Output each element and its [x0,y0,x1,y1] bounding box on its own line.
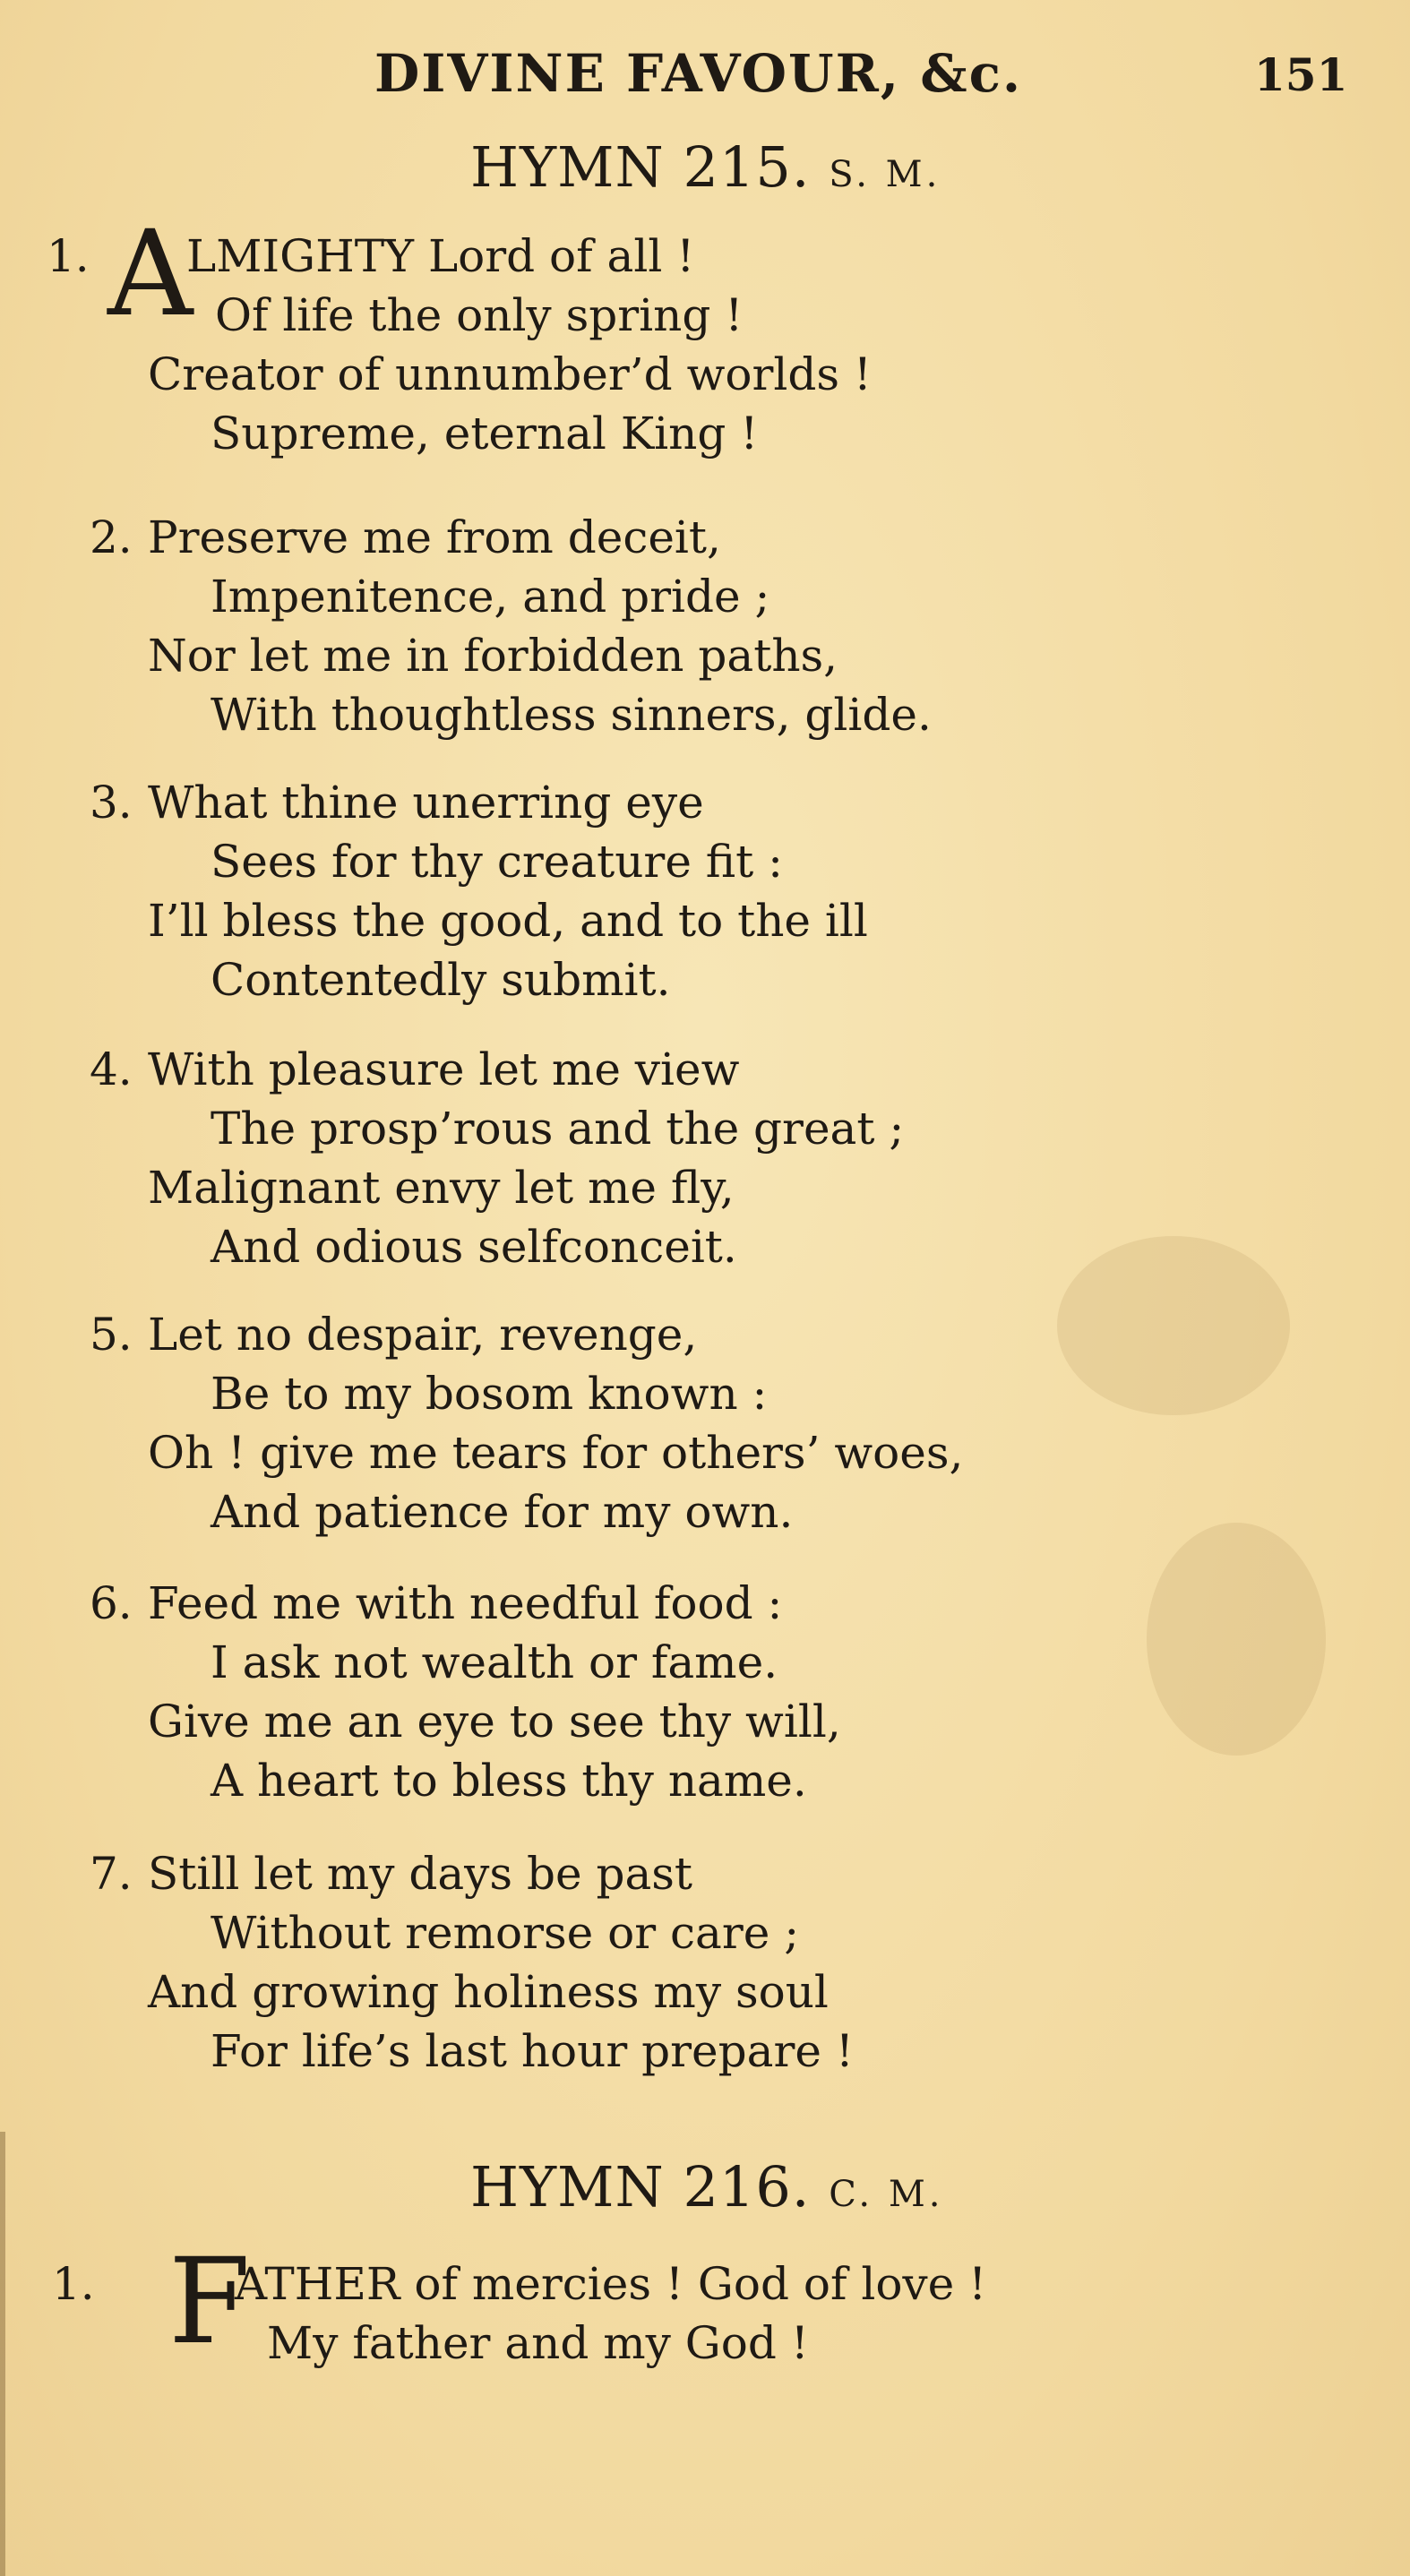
verse-line: Contentedly submit. [211,954,671,1006]
verse-line: LMIGHTY Lord of all ! [186,230,695,282]
verse-number: 3. [90,777,133,829]
verse-line: And odious selfconceit. [211,1221,737,1273]
paper-stain [1057,1236,1290,1415]
verse-line: Let no despair, revenge, [148,1309,698,1361]
verse-line: Nor let me in forbidden paths, [148,630,838,682]
verse-number: 6. [90,1577,133,1629]
verse-line: Impenitence, and pride ; [211,571,770,623]
verse-line: Sees for thy creature fit : [211,836,783,888]
verse-line: For life’s last hour prepare ! [211,2025,854,2077]
verse-line: Of life the only spring ! [215,289,744,341]
running-head [0,43,1410,115]
verse-line: Oh ! give me tears for others’ woes, [148,1427,964,1479]
page-number: 151 [1254,48,1348,101]
hymn-meter: S. M. [829,154,941,195]
drop-cap: A [107,205,193,343]
verse-line: Creator of unnumber’d worlds ! [148,348,873,400]
verse-line: My father and my God ! [267,2317,809,2369]
verse-line: The prosp’rous and the great ; [211,1103,905,1155]
verse-line: Give me an eye to see thy will, [148,1696,841,1747]
verse-line: I ask not wealth or fame. [211,1636,778,1688]
verse-line: Without remorse or care ; [211,1907,800,1959]
verse-line: A heart to bless thy name. [211,1755,807,1807]
hymn-title [470,2154,944,2220]
running-head-title: DIVINE FAVOUR, &c. [374,43,1023,104]
verse-number: 2. [90,511,133,563]
verse-line: ATHER of mercies ! God of love ! [235,2258,987,2310]
verse-number: 7. [90,1848,133,1900]
verse-line: Preserve me from deceit, [148,511,721,563]
hymn-number: HYMN 216. [470,2154,811,2220]
verse-number: 1. [47,230,90,282]
verse-number: 4. [90,1043,133,1095]
verse-line: With thoughtless sinners, glide. [211,689,932,741]
verse-line: Malignant envy let me fly, [148,1162,735,1214]
verse-number: 1. [52,2258,95,2310]
verse-line: And growing holiness my soul [148,1966,829,2018]
verse-line: Be to my bosom known : [211,1368,768,1420]
hymn-title [470,134,941,200]
drop-cap: F [168,2233,251,2371]
verse-line: And patience for my own. [211,1486,794,1538]
verse-line: Supreme, eternal King ! [211,408,759,459]
page-edge [0,2132,5,2576]
verse-line: Feed me with needful food : [148,1577,783,1629]
hymn-meter: C. M. [829,2174,944,2215]
verse-line: Still let my days be past [148,1848,693,1900]
paper-stain [1147,1523,1326,1756]
hymn-number: HYMN 215. [470,134,811,200]
verse-line: I’ll bless the good, and to the ill [148,895,868,947]
verse-line: What thine unerring eye [148,777,704,829]
verse-line: With pleasure let me view [148,1043,740,1095]
verse-number: 5. [90,1309,133,1361]
